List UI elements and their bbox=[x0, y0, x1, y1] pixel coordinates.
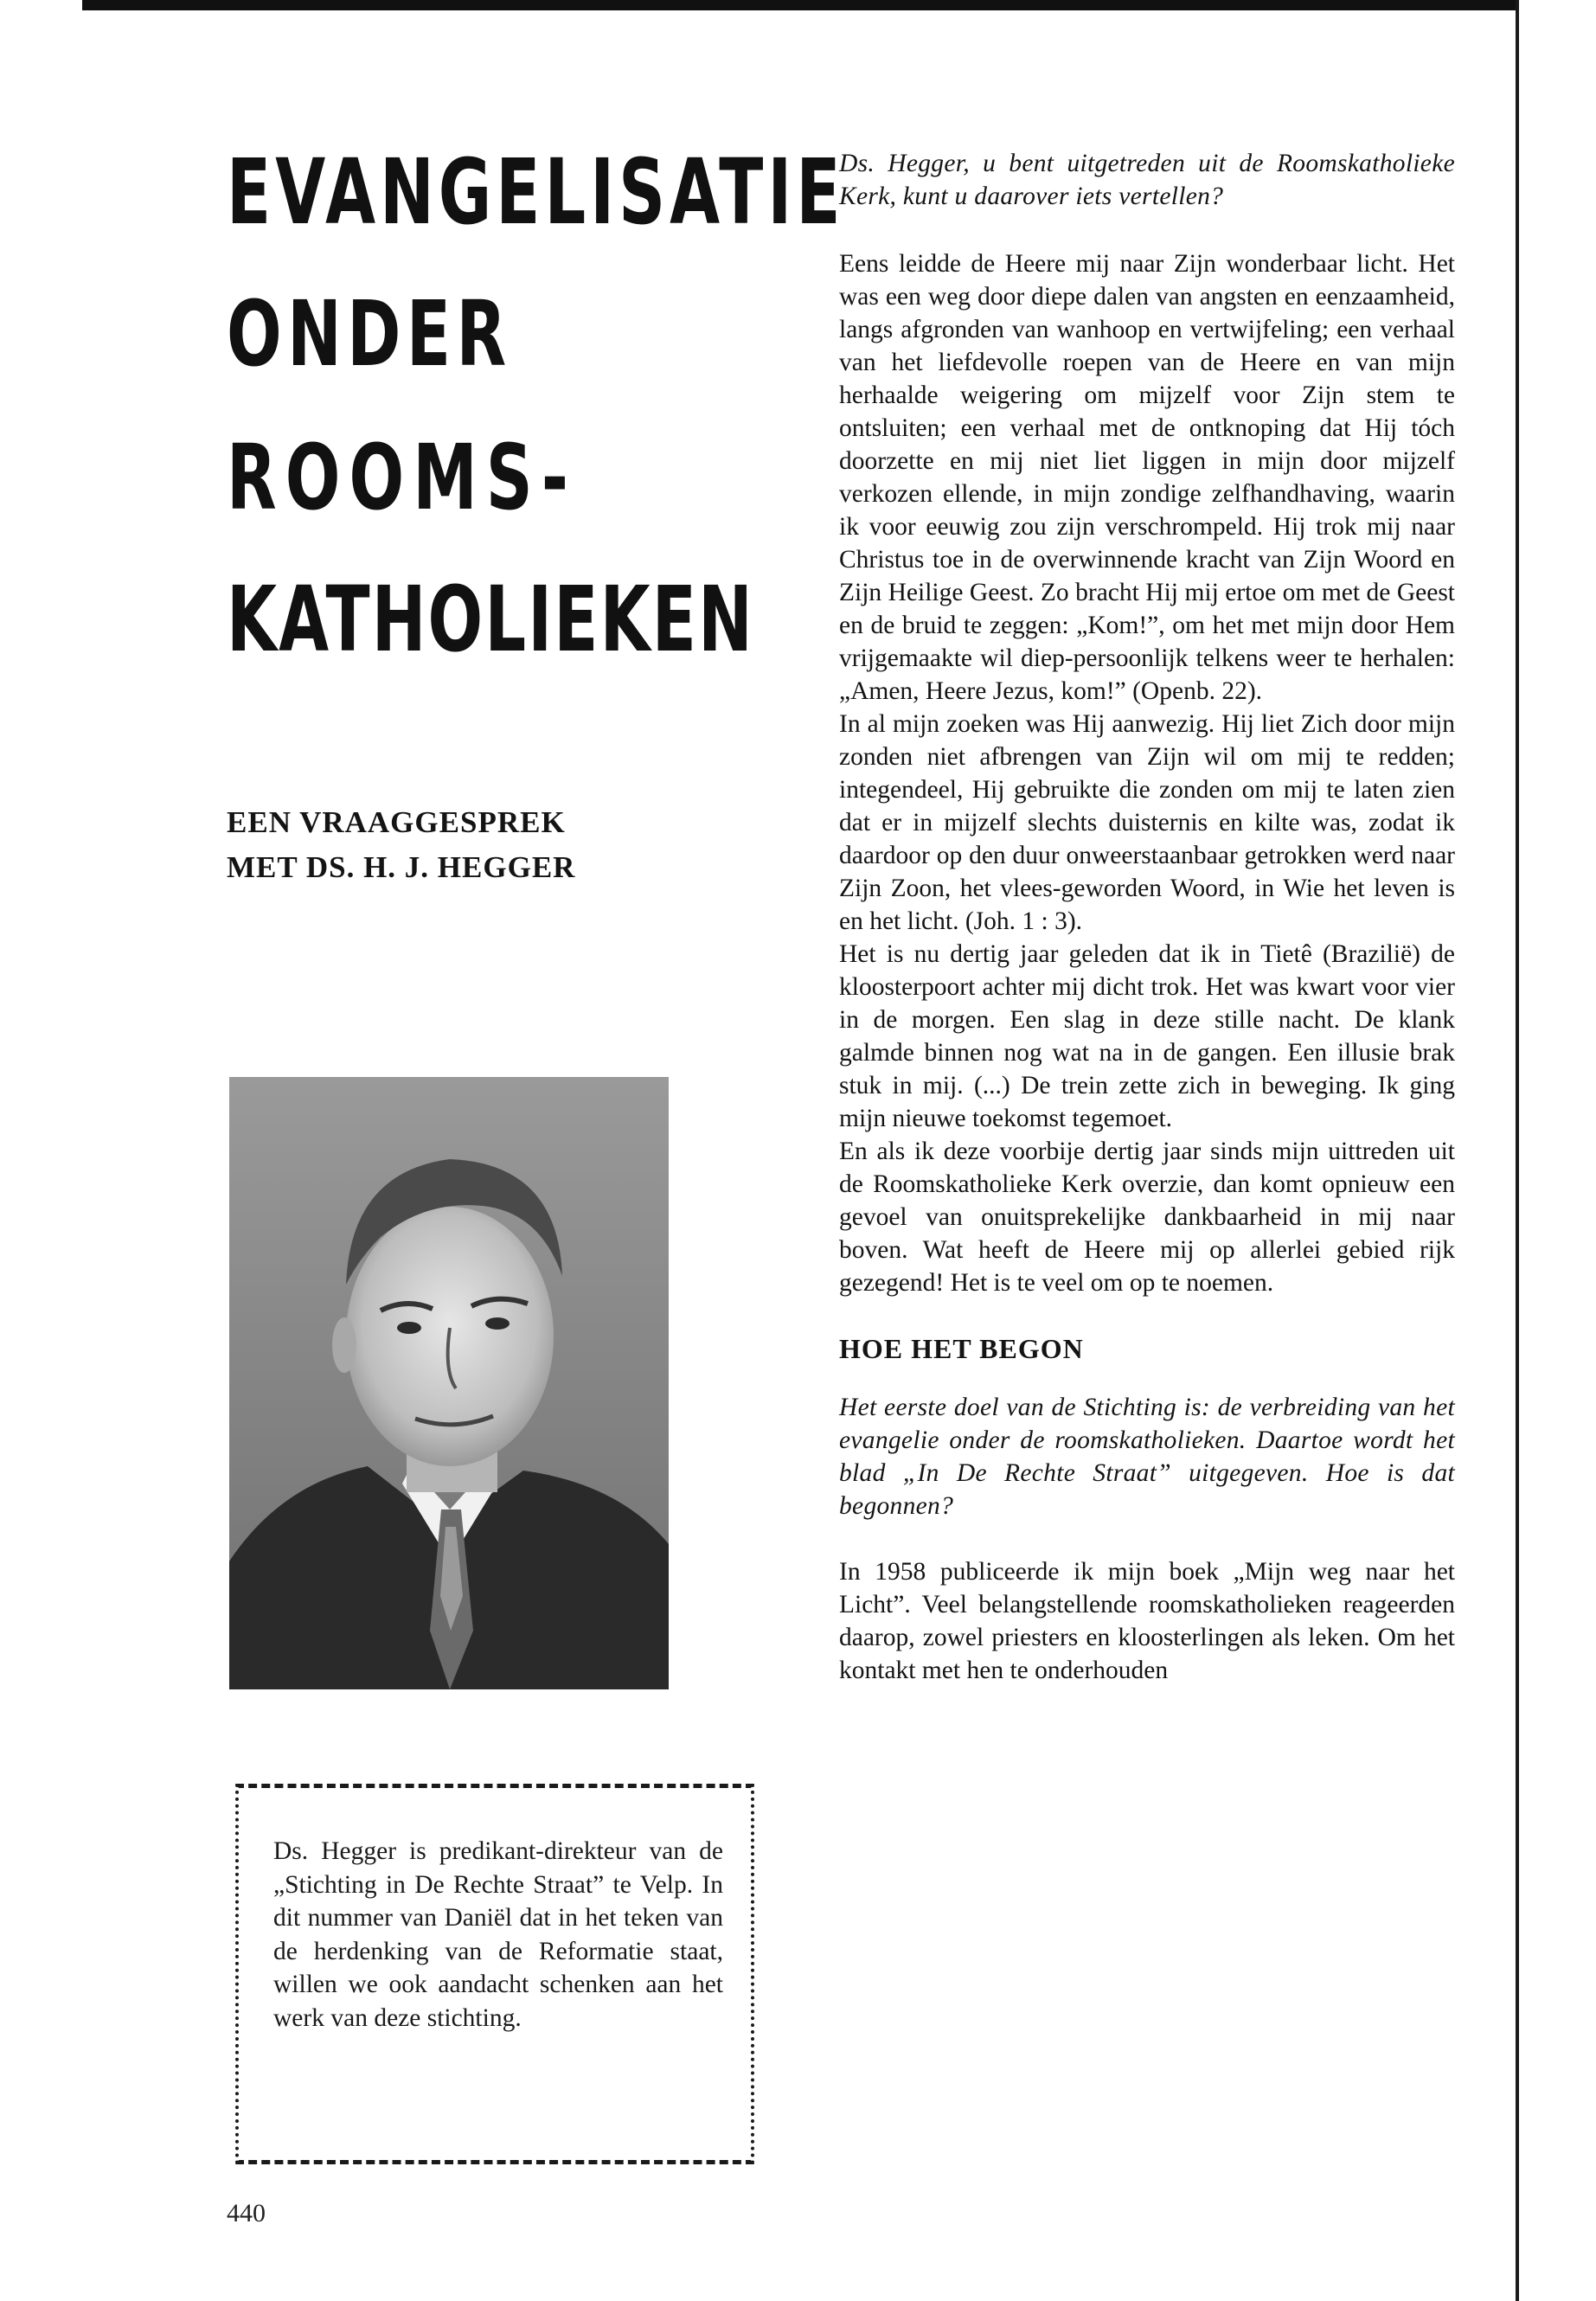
article-subtitle bbox=[227, 800, 763, 890]
answer-1-paragraph-3: Het is nu dertig jaar geleden dat ik in Tietê (Brazilië) de kloosterpoort achter mij dicht trok. Het was kwart voor vier in de morgen. Een slag in deze stille nacht. De klank galmde binnen nog wat na in de gangen. Een illusie brak stuk in mij. (...) De trein zette zich in beweging. Ik ging mijn nieuwe toekomst tegemoet. bbox=[839, 940, 1455, 1132]
answer-1-paragraph-1: Eens leidde de Heere mij naar Zijn wonderbaar licht. Het was een weg door diepe dalen van angsten en eenzaamheid, langs afgronden van wanhoop en vertwijfeling; een verhaal van het liefdevolle roepen van de Heere en van mijn herhaalde weigering om mijzelf voor Zijn stem te ontsluiten; een verhaal met de ontknoping dat Hij tóch doorzette en mij niet liet liggen in mijn door mijzelf verkozen ellende, in mijn zondige zelfhandhaving, waarin ik voor eeuwig zou zijn verschrompeld. Hij trok mij naar Christus toe in de overwinnende kracht van Zijn Woord en Zijn Heilige Geest. Zo bracht Hij mij ertoe om met de Geest en de bruid te zeggen: „Kom!”, om het met mijn door Hem vrijgemaakte wil diep-persoonlijk telkens weer te herhalen: „Amen, Heere Jezus, kom!” (Openb. 22). bbox=[839, 250, 1455, 705]
article-body bbox=[839, 147, 1455, 1687]
subtitle-line-2: MET DS. H. J. HEGGER bbox=[227, 850, 576, 884]
top-rule bbox=[82, 0, 1518, 10]
info-box-text: Ds. Hegger is predikant-direkteur van de „Stichting in De Rechte Straat” te Velp. In dit nummer van Daniël dat in het teken van de herdenking van de Reformatie staat, willen we ook aandacht schenken aan het werk van deze stichting. bbox=[273, 1837, 723, 2032]
portrait-photo bbox=[229, 1077, 669, 1689]
title-line-4: KATHOLIEKEN bbox=[227, 567, 754, 672]
subtitle-line-1: EEN VRAAGGESPREK bbox=[227, 805, 566, 839]
section-heading: HOE HET BEGON bbox=[839, 1333, 1084, 1364]
title-line-3: ROOMS- bbox=[227, 425, 577, 530]
answer-2-paragraph-1: In 1958 publiceerde ik mijn boek „Mijn weg naar het Licht”. Veel belangstellende roomskatholieken reageerden daarop, zowel priesters en kloosterlingen als leken. Om het kontakt met hen te onderhouden bbox=[839, 1558, 1455, 1684]
right-edge-rule bbox=[1516, 0, 1519, 2301]
portrait-illustration bbox=[229, 1077, 669, 1689]
title-line-2: ONDER bbox=[227, 281, 512, 387]
article-title bbox=[227, 139, 845, 672]
info-box bbox=[235, 1784, 754, 2164]
answer-1-paragraph-2: In al mijn zoeken was Hij aanwezig. Hij liet Zich door mijn zonden niet afbrengen van Zijn wil om mij te redden; integendeel, Hij gebruikte die zonden om mij te laten zien dat er in mijzelf slechts duisternis en kilte was, zodat ik daardoor op den duur onweerstaanbaar getrokken werd naar Zijn Zoon, het vlees-geworden Woord, in Wie het leven is en het licht. (Joh. 1 : 3). bbox=[839, 710, 1455, 935]
page-number: 440 bbox=[227, 2199, 266, 2227]
answer-1-paragraph-4: En als ik deze voorbije dertig jaar sinds mijn uittreden uit de Roomskatholieke Kerk overzie, dan komt opnieuw een gevoel van onuitsprekelijke dankbaarheid in mij naar boven. Wat heeft de Heere mij op allerlei gebied rijk gezegend! Het is te veel om op te noemen. bbox=[839, 1138, 1455, 1297]
question-2: Het eerste doel van de Stichting is: de verbreiding van het evangelie onder de roomskatholieken. Daartoe wordt het blad „In De Rechte Straat” uitgegeven. Hoe is dat begonnen? bbox=[839, 1394, 1455, 1520]
title-line-1: EVANGELISATIE bbox=[227, 139, 845, 245]
question-1: Ds. Hegger, u bent uitgetreden uit de Roomskatholieke Kerk, kunt u daarover iets vertellen? bbox=[839, 150, 1455, 210]
